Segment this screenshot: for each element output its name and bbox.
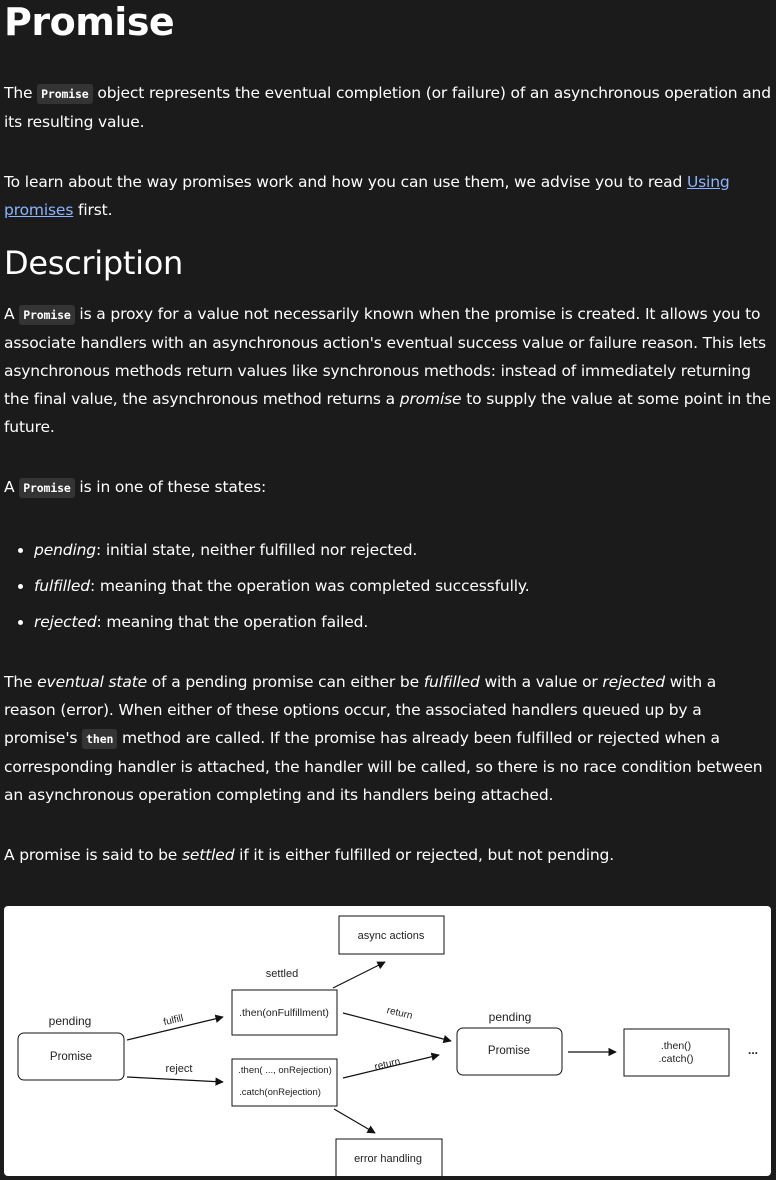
description-paragraph — [4, 300, 772, 441]
description-heading: Description — [4, 244, 183, 282]
catch-rejection-label: .catch(onRejection) — [239, 1087, 321, 1098]
eventual-state-paragraph — [4, 668, 772, 809]
return-top-label: return — [385, 1005, 414, 1022]
text: if it is either fulfilled or rejected, but not pending. — [234, 846, 615, 864]
text: method are called. If the promise has already been fulfilled or rejected when a corresponding handler is attached, the handler will be called, so there is no race condition between an asynchronous operation completing and its handlers being attached. — [4, 729, 763, 804]
text: object represents the eventual completion (or failure) of an asynchronous operation and its resulting value. — [4, 84, 771, 131]
using-promises-link[interactable]: Using promises — [4, 173, 730, 219]
async-actions-arrow — [333, 962, 385, 988]
article-content — [4, 0, 772, 869]
reject-arrow — [127, 1077, 223, 1082]
text: To learn about the way promises work and how you can use them, we advise you to read — [4, 173, 687, 191]
state-text: : meaning that the operation failed. — [96, 613, 369, 631]
emphasis: rejected — [602, 673, 665, 691]
promise-diagram-svg — [4, 906, 771, 1176]
error-handling-label: error handling — [354, 1153, 422, 1165]
fulfill-label: fulfill — [162, 1012, 185, 1029]
state-item-pending — [34, 536, 772, 564]
state-term: rejected — [34, 613, 97, 631]
text: A — [4, 305, 20, 323]
catch-chain-label: .catch() — [658, 1053, 694, 1065]
state-text: : initial state, neither fulfilled nor rejected. — [95, 541, 418, 559]
emphasis: eventual state — [37, 673, 148, 691]
settled-label: settled — [265, 968, 299, 980]
async-actions-label: async actions — [357, 930, 425, 942]
text: A — [4, 478, 20, 496]
learn-paragraph — [4, 168, 772, 224]
settled-paragraph — [4, 841, 772, 869]
text: is a proxy for a value not necessarily known when the promise is created. It allows you to associate handlers with an asynchronous action's eventual success value or failure reason. This lets asynchronous methods return values like synchronous methods: instead of immediately returning the final value, the asynchronous method returns a — [4, 305, 766, 408]
then-chain-label: .then() — [660, 1040, 692, 1052]
pending-label-2: pending — [488, 1010, 532, 1024]
promise-box-2-label: Promise — [487, 1045, 531, 1057]
text: to supply the value at some point in the future. — [4, 390, 771, 436]
state-term: fulfilled — [34, 577, 90, 595]
state-term: pending — [34, 541, 96, 559]
promise-code: Promise — [37, 84, 92, 104]
text: first. — [73, 201, 113, 219]
states-list — [4, 536, 772, 636]
states-intro-paragraph — [4, 473, 772, 502]
return-bottom-label: return — [373, 1056, 402, 1073]
promise-box-1-label: Promise — [49, 1051, 93, 1063]
promise-code: Promise — [19, 305, 74, 325]
text: with a value or — [479, 673, 603, 691]
error-handling-arrow — [334, 1109, 375, 1133]
text: with a reason (error). When either of these options occur, the associated handlers queued up by a promise's — [4, 673, 717, 747]
promise-code: Promise — [19, 478, 74, 498]
state-text: : meaning that the operation was completed successfully. — [90, 577, 530, 595]
pending-label-1: pending — [48, 1014, 92, 1028]
text: of a pending promise can either be — [147, 673, 424, 691]
text: The — [4, 84, 38, 102]
state-item-rejected — [34, 608, 772, 636]
promise-diagram — [4, 906, 771, 1176]
then-rejection-label: .then( ..., onRejection) — [238, 1065, 332, 1076]
state-item-fulfilled — [34, 572, 772, 600]
text: is in one of these states: — [74, 478, 267, 496]
then-fulfillment-label: .then(onFulfillment) — [239, 1007, 329, 1019]
emphasis: promise — [399, 390, 462, 408]
text: A promise is said to be — [4, 846, 182, 864]
page-title: Promise — [4, 0, 175, 44]
reject-label: reject — [165, 1063, 193, 1075]
emphasis: fulfilled — [423, 673, 480, 691]
emphasis: settled — [181, 846, 235, 864]
then-code: then — [82, 729, 117, 749]
ellipsis-label: ... — [747, 1043, 759, 1057]
intro-paragraph — [4, 79, 772, 136]
text: The — [4, 673, 38, 691]
